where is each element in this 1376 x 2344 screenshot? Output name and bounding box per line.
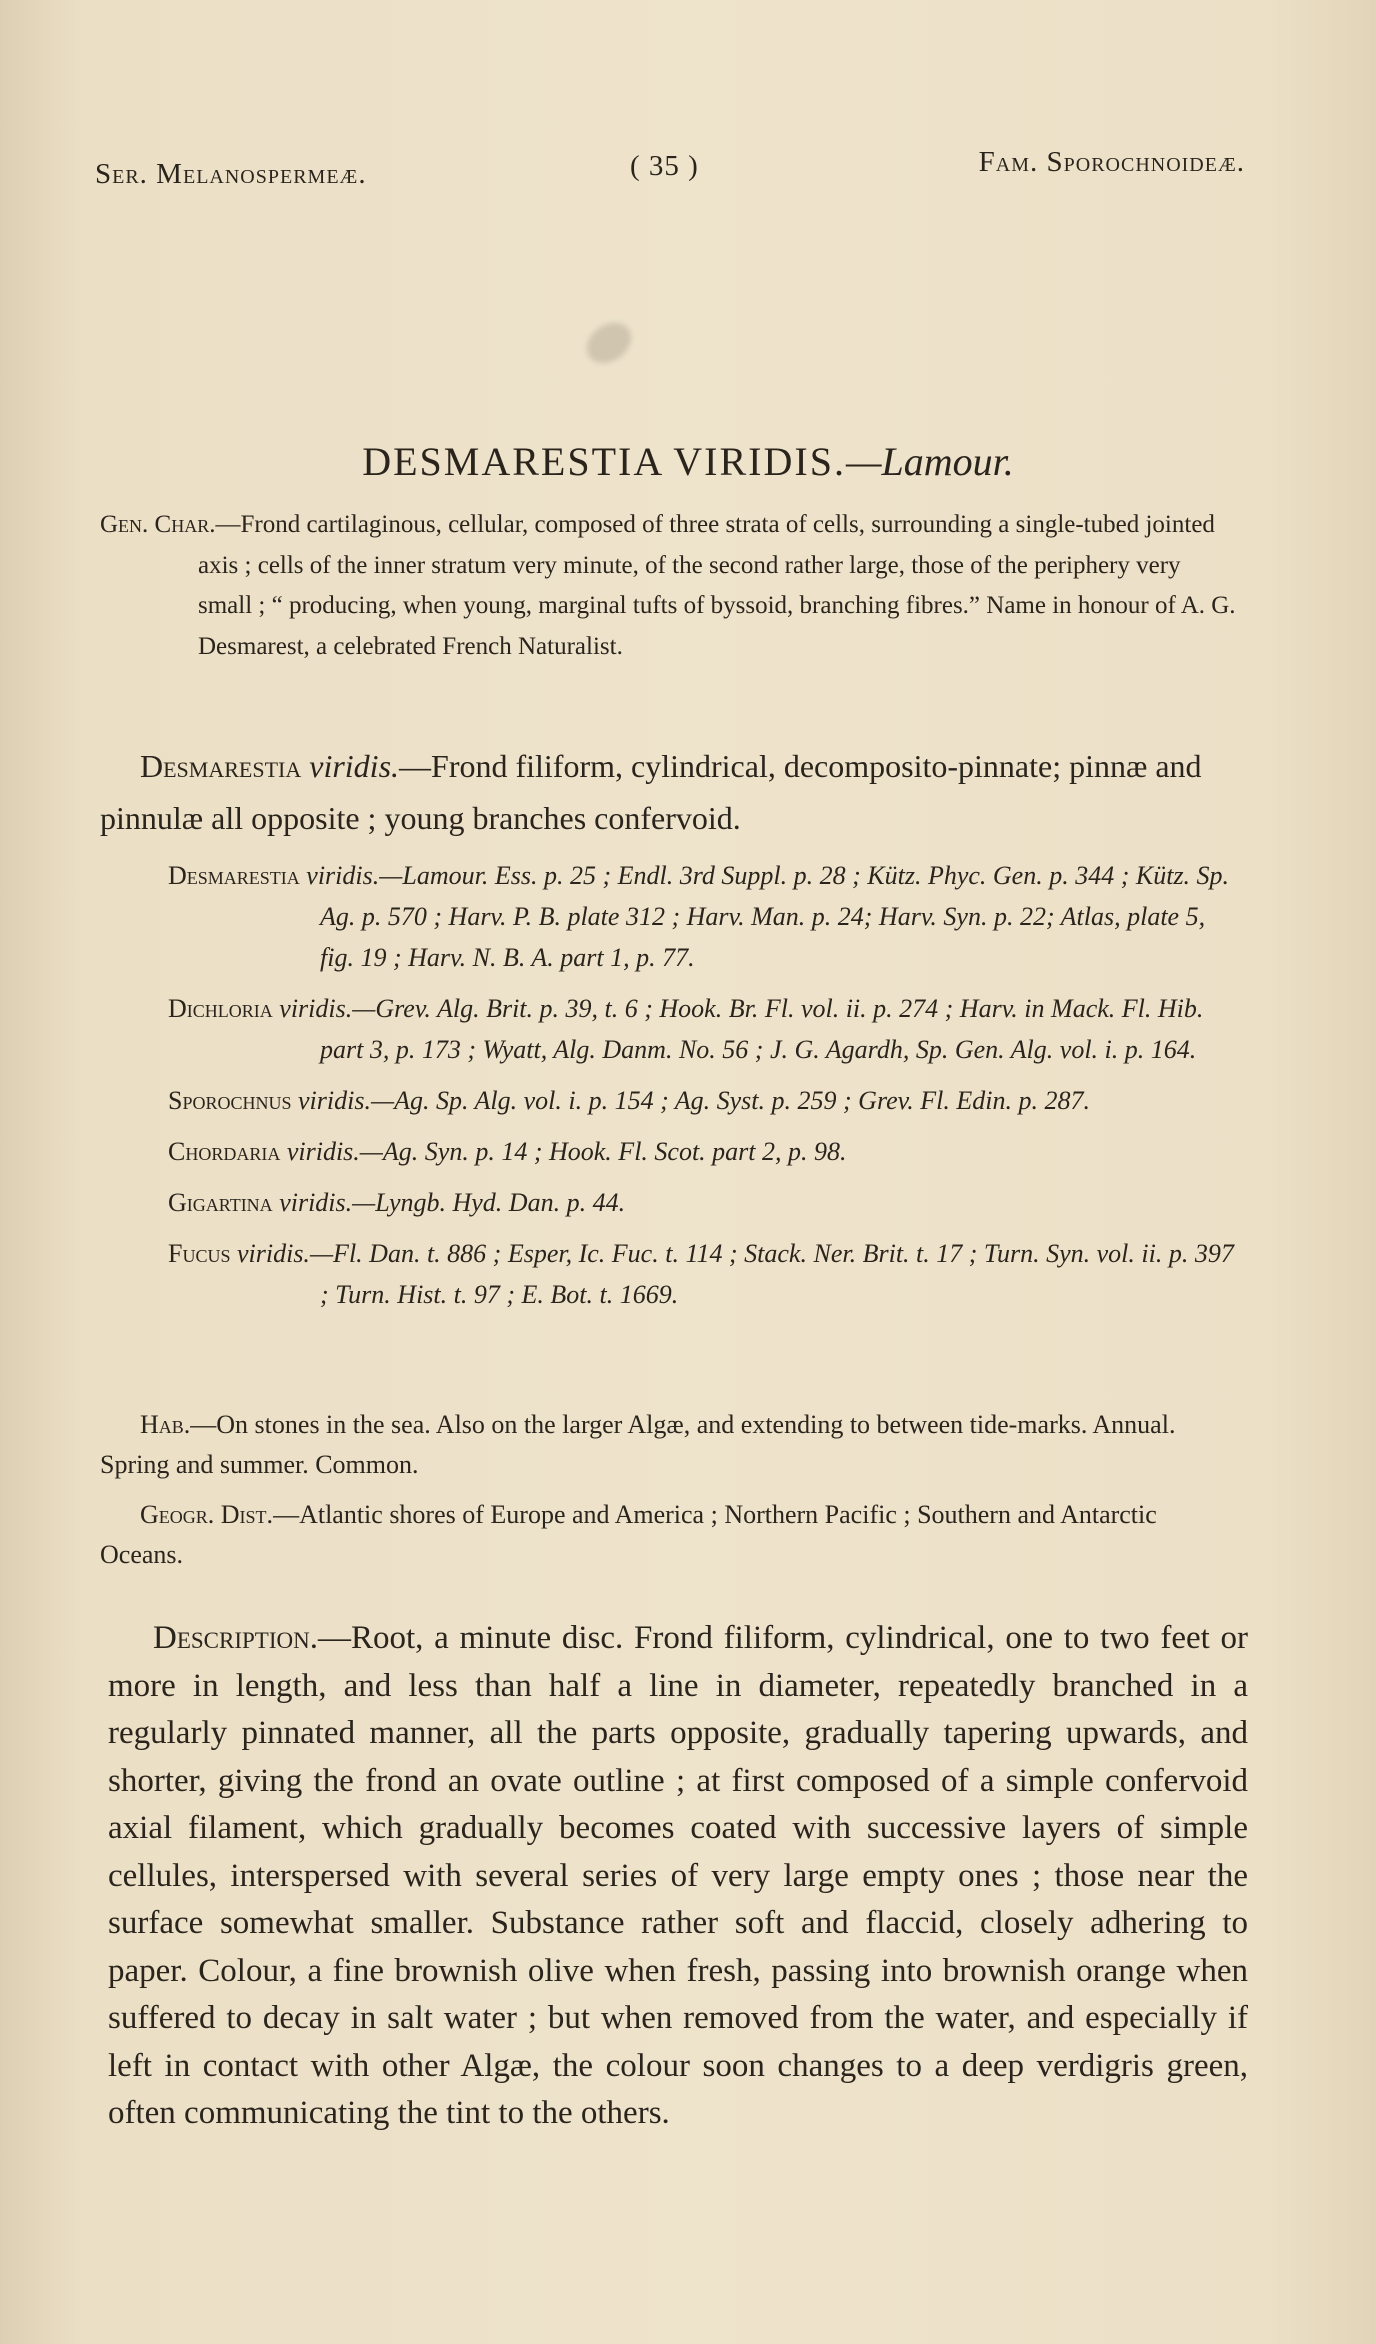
species-name: DESMARESTIA VIRIDIS.	[362, 439, 846, 484]
running-head	[95, 146, 1245, 190]
description-text: —Root, a minute disc. Frond filiform, cylindrical, one to two feet or more in length, and less than half a line in diameter, repeatedly branched in a regularly pinnated manner, all the parts opposite, gradually tapering upwards, and shorter, giving the frond an ovate outline ; at first composed of a simple confervoid axial filament, which gradually becomes coated with successive layers of simple cellules, interspersed with several series of very large empty ones ; those near the surface somewhat smaller. Substance rather soft and flaccid, closely adhering to paper. Colour, a fine brownish olive when fresh, passing into brownish orange when suffered to decay in salt water ; but when removed from the water, and especially if left in contact with other Algæ, the colour soon changes to a deep verdigris green, often communicating the tint to the others.	[108, 1620, 1248, 2131]
page-number: ( 35 )	[630, 150, 699, 182]
synonym-entry	[168, 1182, 1244, 1223]
habitat-label: Hab.	[140, 1410, 191, 1439]
synonym-entry	[168, 1080, 1244, 1121]
synonym-refs: —Grev. Alg. Brit. p. 39, t. 6 ; Hook. Br. Fl. vol. ii. p. 274 ; Harv. in Mack. Fl. Hib. part 3, p. 173 ; Wyatt, Alg. Danm. No. 56 ; J. G. Agardh, Sp. Gen. Alg. vol. i. p. 164.	[320, 994, 1204, 1064]
habitat-text: —On stones in the sea. Also on the larger Algæ, and extending to between tide-marks. Annual. Spring and summer. Common.	[100, 1410, 1176, 1479]
synonym-genus: Desmarestia	[168, 861, 300, 890]
synonym-species: viridis.	[279, 1188, 353, 1217]
specific-character-genus: Desmarestia	[140, 748, 302, 784]
synonym-refs: —Ag. Sp. Alg. vol. i. p. 154 ; Ag. Syst. p. 259 ; Grev. Fl. Edin. p. 287.	[370, 1086, 1090, 1115]
habitat-paragraph	[100, 1405, 1240, 1485]
generic-character	[100, 505, 1240, 667]
synonym-refs: —Lyngb. Hyd. Dan. p. 44.	[352, 1188, 626, 1217]
specific-character	[100, 740, 1240, 844]
synonym-entry	[168, 988, 1244, 1070]
distribution-paragraph	[100, 1495, 1240, 1575]
synonym-species: viridis.	[279, 994, 353, 1023]
ink-smudge	[579, 314, 639, 371]
generic-character-text: —Frond cartilaginous, cellular, composed of three strata of cells, surrounding a single-tubed jointed axis ; cells of the inner stratum very minute, of the second rather large, those of the periphery very small ; “ producing, when young, marginal tufts of byssoid, branching fibres.” Name in honour of A. G. Desmarest, a celebrated French Naturalist.	[198, 511, 1236, 660]
synonymy-list	[168, 855, 1244, 1325]
description-paragraph	[108, 1615, 1248, 2138]
synonym-genus: Dichloria	[168, 994, 273, 1023]
family-heading: Fam. Sporochnoideæ.	[978, 146, 1245, 178]
distribution-text: —Atlantic shores of Europe and America ; Northern Pacific ; Southern and Antarctic Oceans.	[100, 1500, 1157, 1569]
species-title	[0, 438, 1376, 485]
generic-character-label: Gen. Char.	[100, 511, 216, 538]
description-label: Description.	[153, 1620, 318, 1656]
synonym-genus: Gigartina	[168, 1188, 273, 1217]
synonym-genus: Chordaria	[168, 1137, 281, 1166]
synonym-refs: —Fl. Dan. t. 886 ; Esper, Ic. Fuc. t. 114 ; Stack. Ner. Brit. t. 17 ; Turn. Syn. vol. ii. p. 397 ; Turn. Hist. t. 97 ; E. Bot. t. 1669.	[309, 1239, 1234, 1309]
synonym-refs: —Ag. Syn. p. 14 ; Hook. Fl. Scot. part 2, p. 98.	[359, 1137, 847, 1166]
synonym-genus: Fucus	[168, 1239, 231, 1268]
synonym-species: viridis.	[236, 1239, 310, 1268]
distribution-label: Geogr. Dist.	[140, 1500, 274, 1529]
synonym-entry	[168, 855, 1244, 978]
synonym-entry	[168, 1233, 1244, 1315]
synonym-species: viridis.	[306, 861, 380, 890]
synonym-genus: Sporochnus	[168, 1086, 292, 1115]
specific-character-text: —Frond filiform, cylindrical, decomposito-pinnate; pinnæ and pinnulæ all opposite ; young branches confervoid.	[100, 748, 1202, 836]
synonym-species: viridis.	[298, 1086, 371, 1115]
synonym-refs: —Lamour. Ess. p. 25 ; Endl. 3rd Suppl. p. 28 ; Kütz. Phyc. Gen. p. 344 ; Kütz. Sp. Ag. p. 570 ; Harv. P. B. plate 312 ; Harv. Man. p. 24; Harv. Syn. p. 22; Atlas, plate 5, fig. 19 ; Harv. N. B. A. part 1, p. 77.	[320, 861, 1230, 972]
synonym-species: viridis.	[286, 1137, 360, 1166]
series-heading: Ser. Melanospermeæ.	[95, 158, 367, 190]
synonym-entry	[168, 1131, 1244, 1172]
species-authority: —Lamour.	[845, 439, 1014, 484]
specific-character-species: viridis.	[309, 748, 400, 784]
